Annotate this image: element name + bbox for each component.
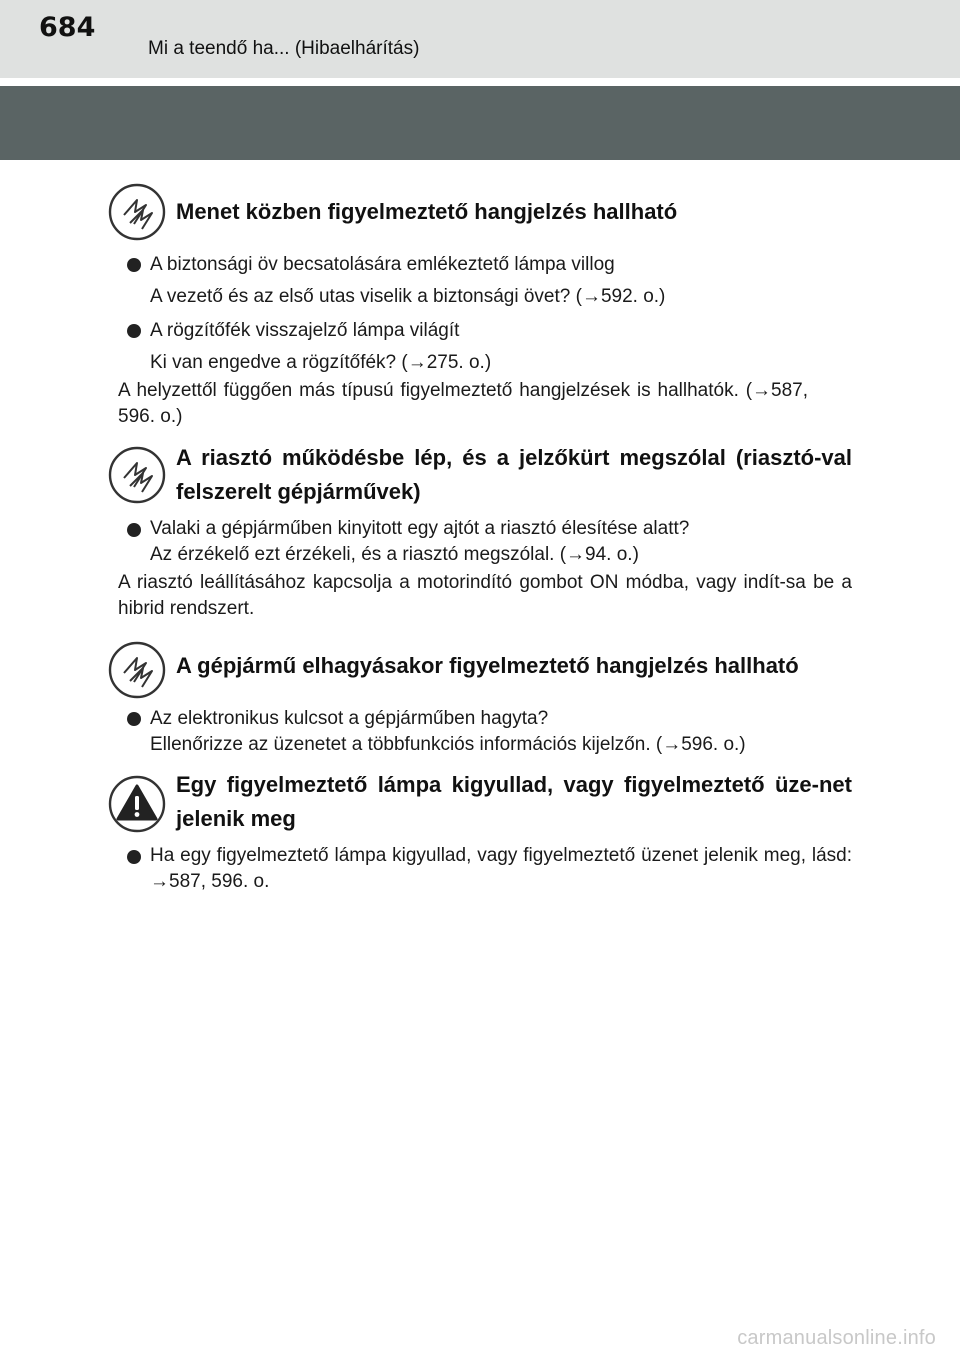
section-heading-4: Egy figyelmeztető lámpa kigyullad, vagy figyelmeztető üze-net jelenik meg: [176, 772, 852, 831]
bullet-detail: A vezető és az első utas viselik a biztonsági övet? (→592. o.): [150, 286, 666, 307]
chapter-title: Mi a teendő ha... (Hibaelhárítás): [148, 38, 420, 59]
bullet-text: Ha egy figyelmeztető lámpa kigyullad, vagy figyelmeztető üzenet jelenik meg, lásd: →587, 596. o.: [150, 845, 852, 892]
section-note: A helyzettől függően más típusú figyelmeztető hangjelzések is hallhatók. (→587, 596. o.): [118, 380, 808, 427]
bullet-title: Az elektronikus kulcsot a gépjárműben hagyta?: [150, 708, 549, 729]
warning-buzzer-icon: [108, 183, 166, 241]
warning-buzzer-icon: [108, 641, 166, 699]
bullet-dot: [127, 712, 141, 726]
section-heading-3: A gépjármű elhagyásakor figyelmeztető hangjelzés hallható: [176, 653, 799, 678]
section-note: A riasztó leállításához kapcsolja a motorindító gombot ON módba, vagy indít-sa be a hibrid rendszert.: [118, 572, 852, 619]
section-band: [0, 86, 960, 160]
bullet-dot: [127, 523, 141, 537]
bullet-dot: [127, 324, 141, 338]
bullet-detail: Ki van engedve a rögzítőfék? (→275. o.): [150, 352, 492, 373]
bullet-title: Valaki a gépjárműben kinyitott egy ajtót a riasztó élesítése alatt?: [150, 518, 690, 539]
page-number: 684: [39, 12, 96, 43]
header-bar: [0, 0, 960, 78]
bullet-dot: [127, 850, 141, 864]
bullet-title: A rögzítőfék visszajelző lámpa világít: [150, 320, 460, 341]
warning-buzzer-icon: [108, 446, 166, 504]
bullet-detail: Ellenőrizze az üzenetet a többfunkciós információs kijelzőn. (→596. o.): [150, 734, 746, 755]
section-heading-1: Menet közben figyelmeztető hangjelzés hallható: [176, 199, 678, 224]
warning-triangle-icon: [108, 775, 166, 833]
watermark: carmanualsonline.info: [737, 1327, 936, 1349]
bullet-title: A biztonsági öv becsatolására emlékeztető lámpa villog: [150, 254, 615, 275]
section-heading-2: A riasztó működésbe lép, és a jelzőkürt megszólal (riasztó-val felszerelt gépjárművek): [176, 445, 852, 504]
bullet-dot: [127, 258, 141, 272]
bullet-detail: Az érzékelő ezt érzékeli, és a riasztó megszólal. (→94. o.): [150, 544, 639, 565]
